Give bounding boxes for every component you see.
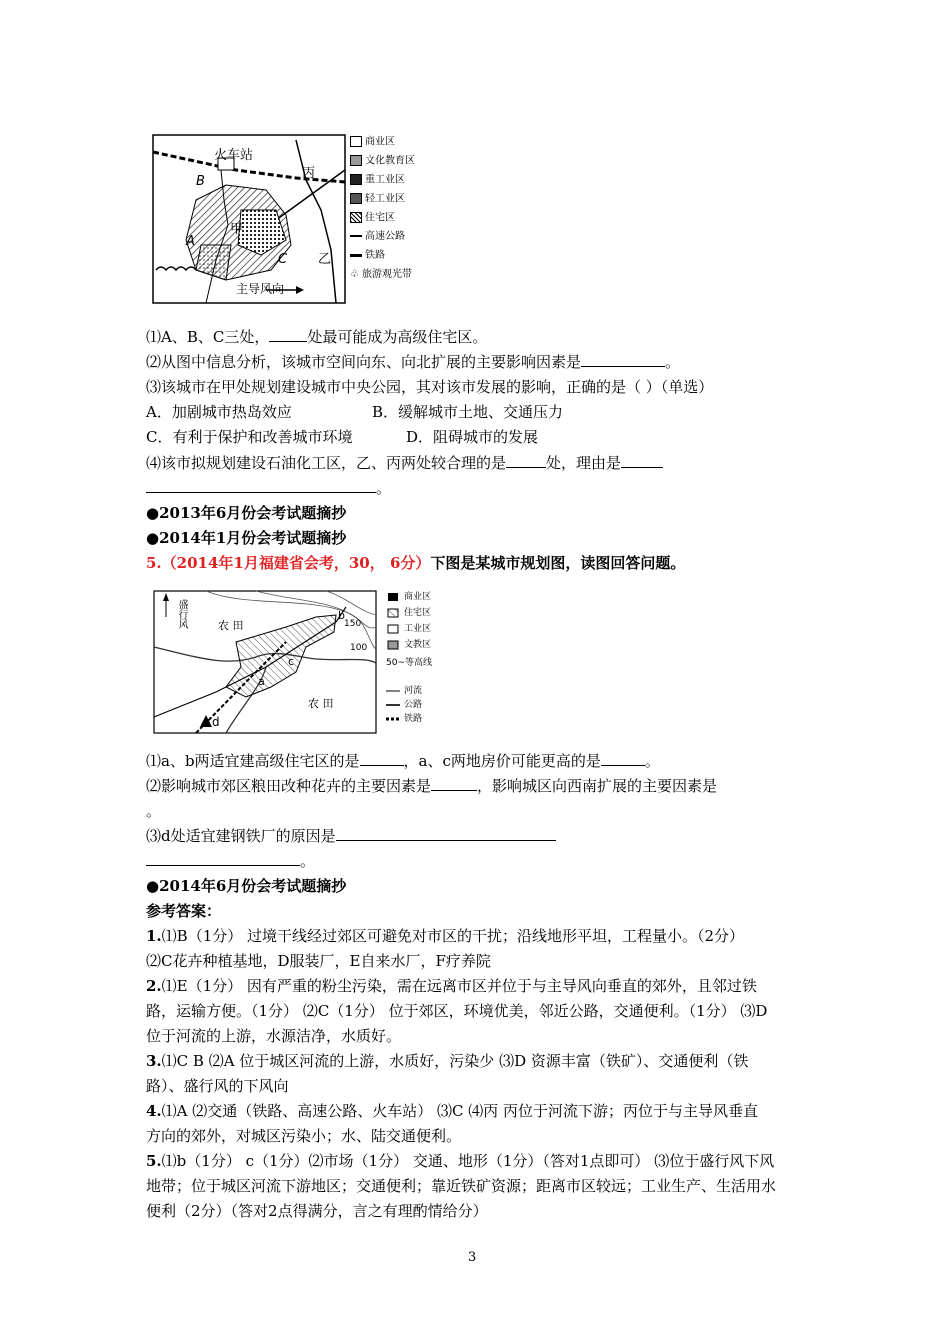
q5-prompt: 下图是某城市规划图，读图回答问题。 — [430, 554, 686, 572]
answers-title: 参考答案： — [146, 902, 222, 920]
map2-c-label: c — [288, 655, 295, 668]
q5-part-3-cont — [146, 851, 315, 871]
answer-line — [146, 1176, 776, 1196]
q5-3-blank-1 — [336, 826, 556, 841]
question-3 — [146, 377, 713, 397]
answer-line — [146, 1151, 774, 1171]
map2-field-1: 农 田 — [218, 619, 244, 632]
answer-text: 方向的郊外，对城区污染小；水、陆交通便利。 — [146, 1127, 462, 1145]
heading-2014-jan: ●2014年1月份会考试题摘抄 — [146, 529, 347, 547]
q5-1-text: ⑴a、b两适宜建高级住宅区的是 — [146, 752, 360, 770]
option-d: D．阻碍城市的发展 — [406, 428, 539, 446]
residential-swatch — [350, 212, 362, 223]
q5-3-blank-2 — [146, 851, 300, 866]
q4-text-end: 。 — [376, 479, 392, 497]
map2-legend-contour: 50~等高线 — [386, 658, 432, 668]
railway-line-icon — [350, 254, 362, 257]
answer-number: 2. — [146, 977, 162, 995]
map2-legend-road: 公路 — [404, 700, 423, 710]
answer-line — [146, 1051, 748, 1071]
map2-legend-education: 文教区 — [404, 640, 432, 650]
q5-1-blank-2 — [601, 751, 645, 766]
tourism-icon: ♧ — [350, 269, 359, 280]
map1-station-label: 火车站 — [214, 148, 254, 163]
map2-legend-industrial: 工业区 — [404, 624, 432, 634]
q4-text-mid: 处，理由是 — [546, 454, 622, 472]
q1-text-end: 处最可能成为高级住宅区。 — [307, 328, 488, 346]
option-c: C．有利于保护和改善城市环境 — [146, 428, 353, 446]
map2-a-label: a — [258, 675, 265, 688]
answer-number: 4. — [146, 1102, 162, 1120]
q5-3-text-end: 。 — [300, 852, 316, 870]
city-map-2 — [146, 587, 536, 737]
q5-source: 5.（2014年1月福建省会考，30， 6分） — [146, 554, 431, 572]
q5-2-blank-1 — [431, 776, 477, 791]
legend-culture — [350, 155, 415, 168]
answer-line — [146, 1026, 401, 1046]
answer-line — [146, 1076, 289, 1096]
legend-commercial — [350, 136, 395, 149]
q1-text: ⑴A、B、C三处， — [146, 328, 270, 346]
commercial-swatch — [350, 136, 362, 147]
q5-1-text-end: 。 — [644, 752, 660, 770]
highway-line-icon — [350, 235, 362, 237]
q5-2-text-mid: ，影响城区向西南扩展的主要因素是 — [477, 777, 718, 795]
answer-line — [146, 951, 491, 971]
q2-text: ⑵从图中信息分析，该城市空间向东、向北扩展的主要影响因素是 — [146, 353, 582, 371]
q3-text: ⑶该城市在甲处规划建设城市中央公园，其对该市发展的影响，正确的是（ ）（单选） — [146, 378, 714, 396]
legend-tourism-label: 旅游观光带 — [361, 269, 412, 280]
q5-1-text-mid: ，a、c两地房价可能更高的是 — [403, 752, 601, 770]
heavy-industry-swatch — [350, 174, 362, 185]
legend-tourism — [350, 269, 412, 281]
city-map-1 — [146, 130, 426, 308]
answer-text: ⑴A ⑵交通（铁路、高速公路、火车站） ⑶C ⑷丙 丙位于河流下游；丙位于与主导风垂直 — [161, 1102, 759, 1120]
option-b: B．缓解城市土地、交通压力 — [372, 403, 564, 421]
answer-text: 地带；位于城区河流下游地区；交通便利；靠近铁矿资源；距离市区较远；工业生产、生活用水 — [146, 1177, 777, 1195]
question-5-title — [146, 553, 685, 573]
legend-light-industry-label: 轻工业区 — [365, 193, 405, 205]
answer-text: ⑵C花卉种植基地，D服装厂，E自来水厂，F疗养院 — [146, 952, 491, 970]
map2-wind-label — [174, 599, 189, 629]
map2-b-label: b — [338, 609, 345, 622]
map2-legend-residential: 住宅区 — [404, 608, 432, 618]
q4-blank-3 — [146, 478, 376, 493]
answer-line — [146, 1126, 461, 1146]
map2-field-2: 农 田 — [308, 697, 334, 710]
legend-railway-label: 铁路 — [365, 250, 385, 261]
legend-residential-label: 住宅区 — [365, 212, 395, 224]
heading-2013-june: ●2013年6月份会考试题摘抄 — [146, 504, 347, 522]
light-industry-swatch — [350, 193, 362, 204]
q4-blank-2 — [621, 453, 663, 468]
legend-heavy-industry-label: 重工业区 — [365, 174, 405, 186]
map2-wind-text: 盛行风 — [176, 599, 187, 629]
answer-text: ⑴C B ⑵A 位于城区河流的上游，水质好，污染少 ⑶D 资源丰富（铁矿）、交通便利（铁 — [161, 1052, 749, 1070]
answer-line — [146, 1201, 488, 1221]
answer-line — [146, 1001, 767, 1021]
legend-residential — [350, 212, 395, 225]
q5-part-2-cont: 。 — [146, 802, 162, 820]
q5-3-text: ⑶d处适宜建钢铁厂的原因是 — [146, 827, 336, 845]
map2-legend-river: 河流 — [404, 686, 423, 696]
map2-contour-100: 100 — [350, 643, 368, 653]
q4-blank-1 — [506, 453, 546, 468]
answer-line — [146, 1101, 758, 1121]
q1-blank — [269, 327, 307, 342]
answer-line — [146, 976, 757, 996]
q5-1-blank-1 — [360, 751, 404, 766]
map2-legend-railway: 铁路 — [404, 714, 423, 724]
question-2 — [146, 352, 680, 372]
answer-number: 5. — [146, 1152, 162, 1170]
answer-text: ⑴E（1分） 因有严重的粉尘污染，需在远离市区并位于与主导风向垂直的郊外，且邻过铁 — [161, 977, 757, 995]
map1-a-label: A — [186, 234, 195, 249]
map1-b-label: B — [196, 174, 205, 189]
map2-legend-commercial: 商业区 — [404, 592, 432, 602]
map1-yi-label: 乙 — [318, 252, 332, 267]
map1-c-label: C — [278, 252, 288, 267]
map2-d-label: d — [212, 715, 220, 729]
q5-part-2 — [146, 776, 717, 796]
q5-part-1 — [146, 751, 660, 771]
legend-highway-label: 高速公路 — [365, 231, 405, 242]
answer-text: 位于河流的上游，水源洁净，水质好。 — [146, 1027, 402, 1045]
answer-line — [146, 926, 744, 946]
map2-contour-150: 150 — [344, 619, 362, 629]
heading-2014-june: ●2014年6月份会考试题摘抄 — [146, 877, 347, 895]
legend-commercial-label: 商业区 — [365, 136, 395, 148]
legend-culture-label: 文化教育区 — [365, 155, 415, 167]
answer-number: 1. — [146, 927, 162, 945]
q4-text: ⑷该市拟规划建设石油化工区，乙、丙两处较合理的是 — [146, 454, 507, 472]
legend-railway — [350, 250, 385, 262]
culture-swatch — [350, 155, 362, 166]
answer-number: 3. — [146, 1052, 162, 1070]
map1-bing-label: 丙 — [302, 166, 316, 181]
question-1 — [146, 327, 487, 347]
q2-blank — [581, 352, 665, 367]
question-4-cont — [146, 478, 391, 498]
answer-text: 便利（2分）（答对2点得满分，言之有理酌情给分） — [146, 1202, 488, 1220]
legend-heavy-industry — [350, 174, 405, 187]
question-4 — [146, 453, 663, 473]
map1-wind-label: 主导风向 — [236, 282, 285, 296]
answer-text: ⑴B（1分） 过境干线经过郊区可避免对市区的干扰；沿线地形平坦，工程量小。（2分） — [161, 927, 745, 945]
answer-text: 路，运输方便。（1分） ⑵C（1分） 位于郊区，环境优美，邻近公路，交通便利。（1分） ⑶D — [146, 1002, 768, 1020]
page-number: 3 — [468, 1250, 477, 1265]
answer-text: ⑴b（1分） c（1分）⑵市场（1分） 交通、地形（1分）（答对1点即可） ⑶位于盛行风下风 — [161, 1152, 775, 1170]
q5-part-3 — [146, 826, 556, 846]
answer-text: 路）、盛行风的下风向 — [146, 1077, 289, 1095]
map1-jia-label: 甲 — [230, 222, 244, 237]
legend-light-industry — [350, 193, 405, 206]
q5-2-text: ⑵影响城市郊区粮田改种花卉的主要因素是 — [146, 777, 432, 795]
q2-text-end: 。 — [665, 353, 681, 371]
legend-highway — [350, 231, 405, 243]
option-a: A．加剧城市热岛效应 — [146, 403, 292, 421]
